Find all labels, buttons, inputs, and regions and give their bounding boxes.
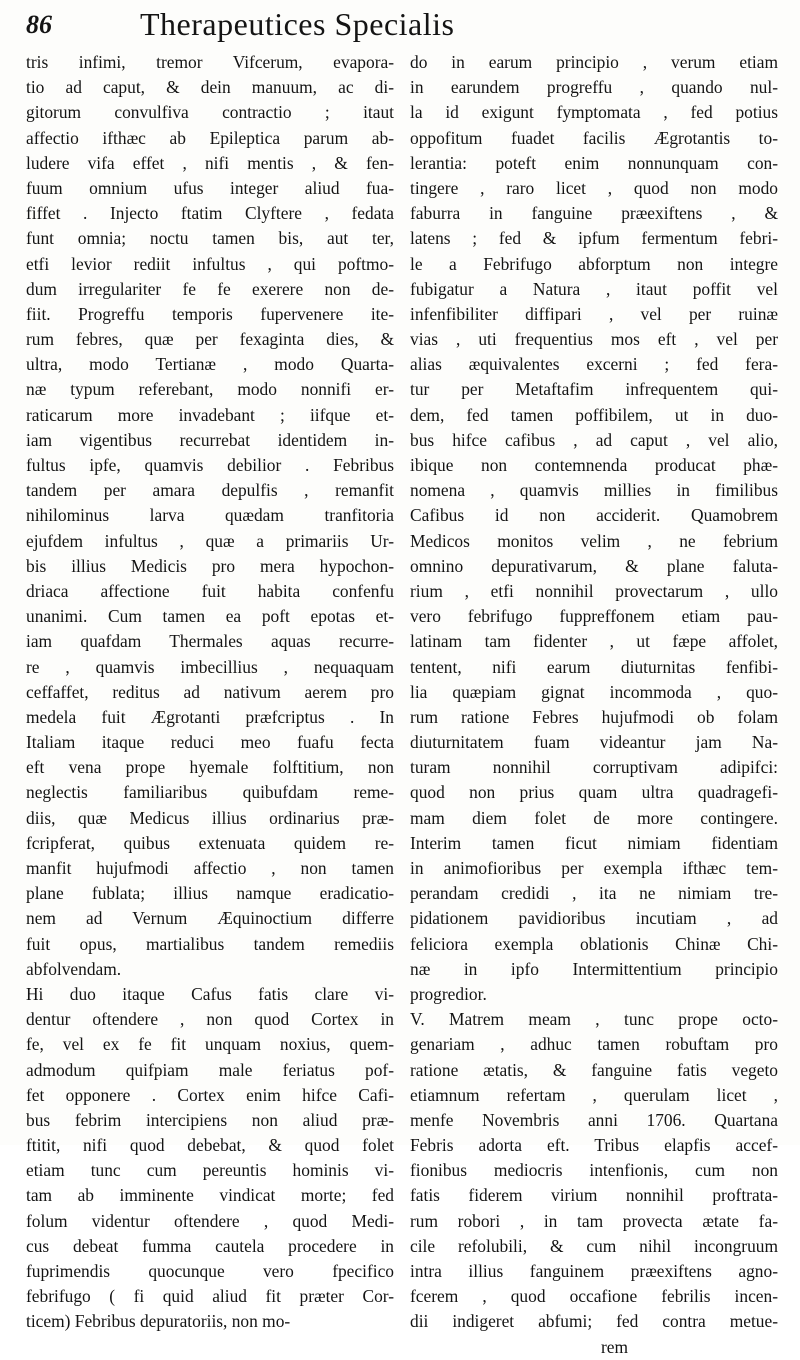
text-line: nomena , quamvis millies in fimilibus bbox=[410, 480, 778, 501]
text-line: omnino depurativarum, & plane faluta- bbox=[410, 555, 778, 576]
text-line: fiffet . Injecto ftatim Clyftere , fedata bbox=[26, 203, 394, 224]
text-line: etiam tunc cum pereuntis hominis vi- bbox=[26, 1160, 394, 1181]
text-line: turam nonnihil corruptivam adipifci: bbox=[410, 757, 778, 778]
text-line: dentur oftendere , non quod Cortex in bbox=[26, 1009, 394, 1030]
text-line: latens ; fed & ipfum fermentum febri- bbox=[410, 228, 778, 249]
text-line: tingere , raro licet , quod non modo bbox=[410, 177, 778, 198]
text-line: Italiam itaque reduci meo fuafu fecta bbox=[26, 732, 394, 753]
text-line: folum videntur oftendere , quod Medi- bbox=[26, 1210, 394, 1231]
text-line: iam quafdam Thermales aquas recurre- bbox=[26, 631, 394, 652]
text-line: ftitit, nifi quod debebat, & quod folet bbox=[26, 1135, 394, 1156]
text-line: iam vigentibus recurrebat identidem in- bbox=[26, 429, 394, 450]
text-line: fe, vel ex fe fit unquam noxius, quem- bbox=[26, 1034, 394, 1055]
text-line: fiit. Progreffu temporis fupervenere ite- bbox=[26, 303, 394, 324]
text-line: progredior. bbox=[410, 983, 487, 1004]
text-line: alias æquivalentes excerni ; fed fera- bbox=[410, 354, 778, 375]
text-line: le a Febrifugo abforptum non integre bbox=[410, 253, 778, 274]
text-line: la id exigunt fymptomata , fed potius bbox=[410, 102, 778, 123]
text-line: in animofioribus per exempla ifthæc tem- bbox=[410, 858, 778, 878]
text-line: tio ad caput, & dein manuum, ac di- bbox=[26, 77, 394, 98]
page-header bbox=[0, 6, 800, 46]
text-line: cus debeat fumma cautela procedere in bbox=[26, 1235, 394, 1256]
text-line: mam diem folet de more contingere. bbox=[410, 807, 778, 828]
text-line: næ in ipfo Intermittentium principio bbox=[410, 958, 778, 979]
text-line: fet opponere . Cortex enim hifce Cafi- bbox=[26, 1084, 394, 1105]
text-line: etfi levior rediit infultus , qui poftmo- bbox=[26, 253, 394, 274]
text-line: manfit hujufmodi affectio , non tamen bbox=[26, 858, 394, 878]
text-line: næ typum referebant, modo nonnifi er- bbox=[26, 379, 394, 400]
text-line: vias , uti frequentius mos eft , vel per bbox=[410, 329, 778, 350]
text-line: Interim tamen ficut nimiam fidentiam bbox=[410, 832, 778, 853]
text-line: ceffaffet, reditus ad nativum aerem pro bbox=[26, 681, 394, 702]
text-line: ludere vifa effet , nifi mentis , & fen- bbox=[26, 152, 394, 173]
text-line: febrifugo ( fi quid aliud fit præter Cor- bbox=[26, 1286, 394, 1307]
text-line: plane fublata; illius namque eradicatio- bbox=[26, 883, 394, 904]
text-line: dem, fed tamen poffibilem, ut in duo- bbox=[410, 404, 778, 425]
text-line: raticarum more invadebant ; iifque et- bbox=[26, 404, 394, 425]
text-line: ticem) Febribus depuratoriis, non mo- bbox=[26, 1311, 291, 1332]
text-line: Cafibus id non acciderit. Quamobrem bbox=[410, 505, 778, 526]
text-line: tur per Metaftafim infrequentem qui- bbox=[410, 379, 778, 400]
text-line: rum ratione Febres hujufmodi ob folam bbox=[410, 706, 778, 727]
text-line: fuit opus, martialibus tandem remediis bbox=[26, 933, 394, 954]
text-line: ibique non contemnenda producat phæ- bbox=[410, 455, 778, 475]
text-line: fuprimendis quocunque vero fpecifico bbox=[26, 1261, 394, 1281]
text-line: do in earum principio , verum etiam bbox=[410, 52, 778, 72]
text-line: funt omnia; noctu tamen bis, aut ter, bbox=[26, 228, 394, 249]
running-head: Therapeutices Specialis bbox=[140, 6, 455, 42]
text-line: latinam tam fidenter , ut fæpe affolet, bbox=[410, 631, 778, 652]
text-line: diis, quæ Medicus illius ordinarius præ- bbox=[26, 807, 394, 828]
text-line: admodum quifpiam male feriatus pof- bbox=[26, 1059, 394, 1080]
text-line: infenfibiliter diffipari , vel per ruinæ bbox=[410, 303, 778, 324]
text-line: rem bbox=[600, 1336, 628, 1357]
text-line: eft vena prope hyemale folftitium, non bbox=[26, 757, 394, 778]
text-line: dii indigeret abfumi; fed contra metue- bbox=[410, 1311, 778, 1332]
text-line: diuturnitatem fuam videantur jam Na- bbox=[410, 732, 778, 753]
text-line: tris infimi, tremor Vifcerum, evapora- bbox=[26, 52, 394, 72]
text-line: ejufdem infultus , quæ a primariis Ur- bbox=[26, 530, 394, 551]
text-line: Medicos monitos velim , ne febrium bbox=[410, 530, 778, 551]
text-line: fubigatur a Natura , itaut poffit vel bbox=[410, 278, 778, 299]
text-line: fatis fiderem virium nonnihil proftrata- bbox=[410, 1185, 778, 1206]
right-column bbox=[410, 50, 778, 1360]
text-line: driaca affectione fuit habita confenfu bbox=[26, 580, 394, 601]
text-line: tam ab imminente vindicat morte; fed bbox=[26, 1185, 394, 1206]
text-line: bus febrim intercipiens non aliud præ- bbox=[26, 1109, 394, 1130]
text-line: perandam credidi , ita ne nimiam tre- bbox=[410, 883, 778, 904]
text-line: re , quamvis imbecillius , nequaquam bbox=[26, 656, 394, 677]
text-line: rium , etfi nonnihil provectarum , ullo bbox=[410, 580, 778, 601]
text-line: abfolvendam. bbox=[26, 958, 122, 979]
text-line: tentent, nifi earum diuturnitas fenfibi- bbox=[410, 656, 778, 677]
text-line: rum febres, quæ per fexaginta dies, & bbox=[26, 329, 394, 350]
text-line: in earundem progreffu , quando nul- bbox=[410, 77, 778, 98]
text-line: cile refolubili, & cum nihil incongruum bbox=[410, 1235, 778, 1256]
text-line: lia quæpiam gignat incommoda , quo- bbox=[410, 681, 778, 702]
text-line: fuum omnium ufus integer aliud fua- bbox=[26, 177, 394, 198]
text-line: menfe Novembris anni 1706. Quartana bbox=[410, 1109, 778, 1130]
text-line: genariam , adhuc tamen robuftam pro bbox=[410, 1034, 778, 1055]
text-line: rum robori , in tam provecta ætate fa- bbox=[410, 1210, 778, 1231]
text-line: dum irregulariter fe fe exerere non de- bbox=[26, 278, 394, 299]
text-line: V. Matrem meam , tunc prope octo- bbox=[410, 1009, 778, 1030]
text-line: intra illius fanguinem præexiftens agno- bbox=[410, 1261, 778, 1281]
text-line: bis illius Medicis pro mera hypochon- bbox=[26, 555, 394, 576]
left-column bbox=[26, 50, 394, 1335]
text-line: fcerem , quod occafione febrilis incen- bbox=[410, 1286, 778, 1307]
text-line: Hi duo itaque Cafus fatis clare vi- bbox=[26, 983, 394, 1004]
text-line: tandem per amara depulfis , remanfit bbox=[26, 480, 394, 501]
text-line: vero febrifugo fuppreffonem etiam pau- bbox=[410, 606, 778, 627]
text-line: quod non prius quam ultra quadragefi- bbox=[410, 782, 778, 803]
text-line: nem ad Vernum Æquinoctium differre bbox=[26, 908, 394, 929]
text-line: ratione ætatis, & fanguine fatis vegeto bbox=[410, 1059, 778, 1080]
text-line: medela fuit Ægrotanti præfcriptus . In bbox=[26, 706, 394, 727]
text-line: fionibus mediocris intenfionis, cum non bbox=[410, 1160, 778, 1181]
page-number: 86 bbox=[26, 10, 52, 39]
text-line: unanimi. Cum tamen ea poft epotas et- bbox=[26, 606, 394, 627]
text-line: feliciora exempla oblationis Chinæ Chi- bbox=[410, 933, 778, 954]
text-line: affectio ifthæc ab Epileptica parum ab- bbox=[26, 127, 394, 148]
text-line: lerantia: poteft enim nonnunquam con- bbox=[410, 152, 778, 173]
text-line: fultus ipfe, quamvis debilior . Febribus bbox=[26, 455, 394, 475]
text-line: etiamnum refertam , querulam licet , bbox=[410, 1084, 778, 1105]
text-line: oppofitum fuadet facilis Ægrotantis to- bbox=[410, 127, 778, 148]
text-line: gitorum convulfiva contractio ; itaut bbox=[26, 102, 394, 123]
text-line: Febris adorta eft. Tribus elapfis accef- bbox=[410, 1135, 778, 1156]
text-line: bus hifce cafibus , ad caput , vel alio, bbox=[410, 429, 778, 450]
text-line: fcripferat, quibus extenuata quidem re- bbox=[26, 832, 394, 853]
text-line: pidationem pavidioribus incutiam , ad bbox=[410, 908, 778, 929]
text-line: faburra in fanguine præexiftens , & bbox=[410, 203, 778, 224]
text-line: neglectis familiaribus quibufdam reme- bbox=[26, 782, 394, 803]
text-line: nihilominus larva quædam tranfitoria bbox=[26, 505, 394, 526]
text-columns bbox=[26, 50, 778, 1357]
text-line: ultra, modo Tertianæ , modo Quarta- bbox=[26, 354, 394, 375]
